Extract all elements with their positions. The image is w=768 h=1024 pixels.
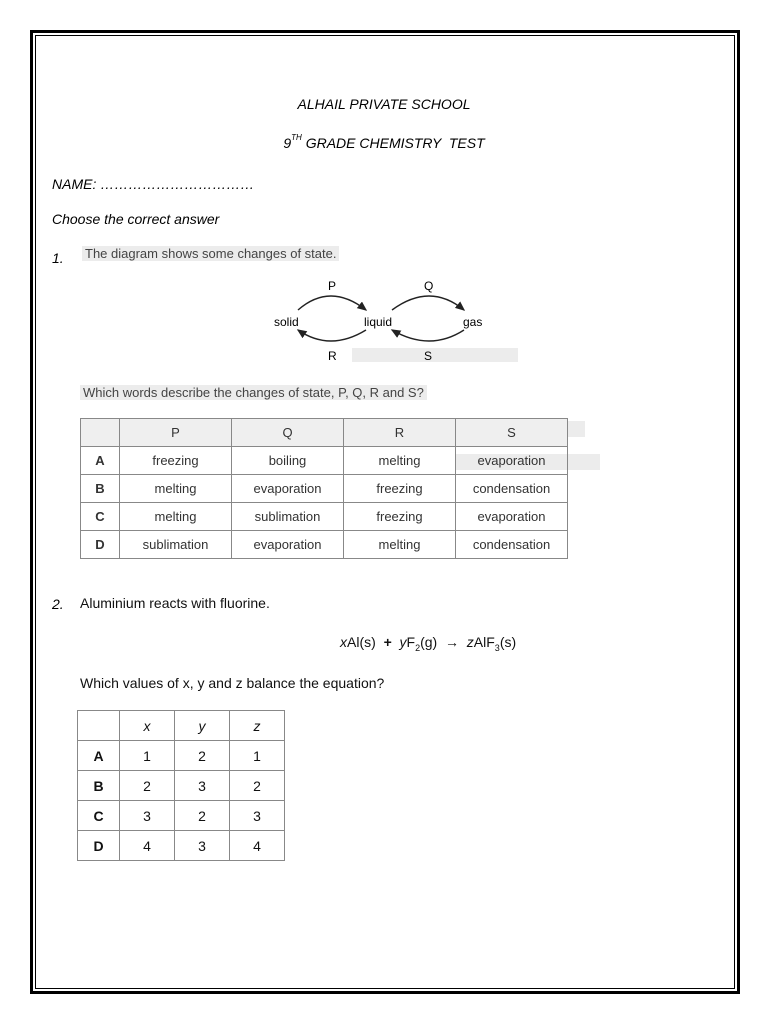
option-d-label: D xyxy=(78,831,120,861)
question-1-stem: The diagram shows some changes of state. xyxy=(82,246,339,261)
table-row: C 3 2 3 xyxy=(78,801,285,831)
school-title: ALHAIL PRIVATE SCHOOL xyxy=(297,96,471,112)
arrow-q xyxy=(392,296,464,310)
changes-of-state-diagram xyxy=(260,272,530,368)
arrow-p xyxy=(298,296,366,310)
state-liquid: liquid xyxy=(364,315,393,329)
option-d-label: D xyxy=(81,531,120,559)
name-line: NAME: …………………………… xyxy=(52,176,255,192)
option-c-label: C xyxy=(81,503,120,531)
question-2-prompt: Which values of x, y and z balance the equation? xyxy=(80,675,385,691)
table-header-row: P Q R S xyxy=(81,419,568,447)
option-a-label: A xyxy=(81,447,120,475)
arrow-r xyxy=(298,330,366,341)
reaction-arrow: → xyxy=(445,634,460,650)
option-a-label: A xyxy=(78,741,120,771)
arrow-s xyxy=(392,330,464,341)
label-s: S xyxy=(424,349,433,363)
label-q: Q xyxy=(424,279,434,293)
state-gas: gas xyxy=(463,315,483,329)
table-header-row: x y z xyxy=(78,711,285,741)
option-b-label: B xyxy=(78,771,120,801)
question-2-answer-table xyxy=(77,710,285,861)
question-1-answer-table xyxy=(80,418,568,559)
table-row: B melting evaporation freezing condensation xyxy=(81,475,568,503)
question-1-prompt: Which words describe the changes of state, P, Q, R and S? xyxy=(80,385,427,400)
table-row: D 4 3 4 xyxy=(78,831,285,861)
label-r: R xyxy=(328,349,337,363)
label-p: P xyxy=(328,279,337,293)
table-row: A 1 2 1 xyxy=(78,741,285,771)
option-c-label: C xyxy=(78,801,120,831)
table-row: A freezing boiling melting evaporation xyxy=(81,447,568,475)
question-2-number: 2. xyxy=(52,596,64,612)
question-2-stem: Aluminium reacts with fluorine. xyxy=(80,595,270,611)
instruction: Choose the correct answer xyxy=(52,211,220,227)
chemical-equation: $xAl(s) + yF_2(g)$ → zAlF$_3$(s) xyxy=(340,634,517,653)
test-title: 9TH GRADE CHEMISTRY TEST xyxy=(283,133,485,151)
option-b-label: B xyxy=(81,475,120,503)
table-row: C melting sublimation freezing evaporation xyxy=(81,503,568,531)
shading-bar xyxy=(352,348,518,362)
state-solid: solid xyxy=(274,315,299,329)
table-row: B 2 3 2 xyxy=(78,771,285,801)
table-row: D sublimation evaporation melting condensation xyxy=(81,531,568,559)
question-1-number: 1. xyxy=(52,250,64,266)
